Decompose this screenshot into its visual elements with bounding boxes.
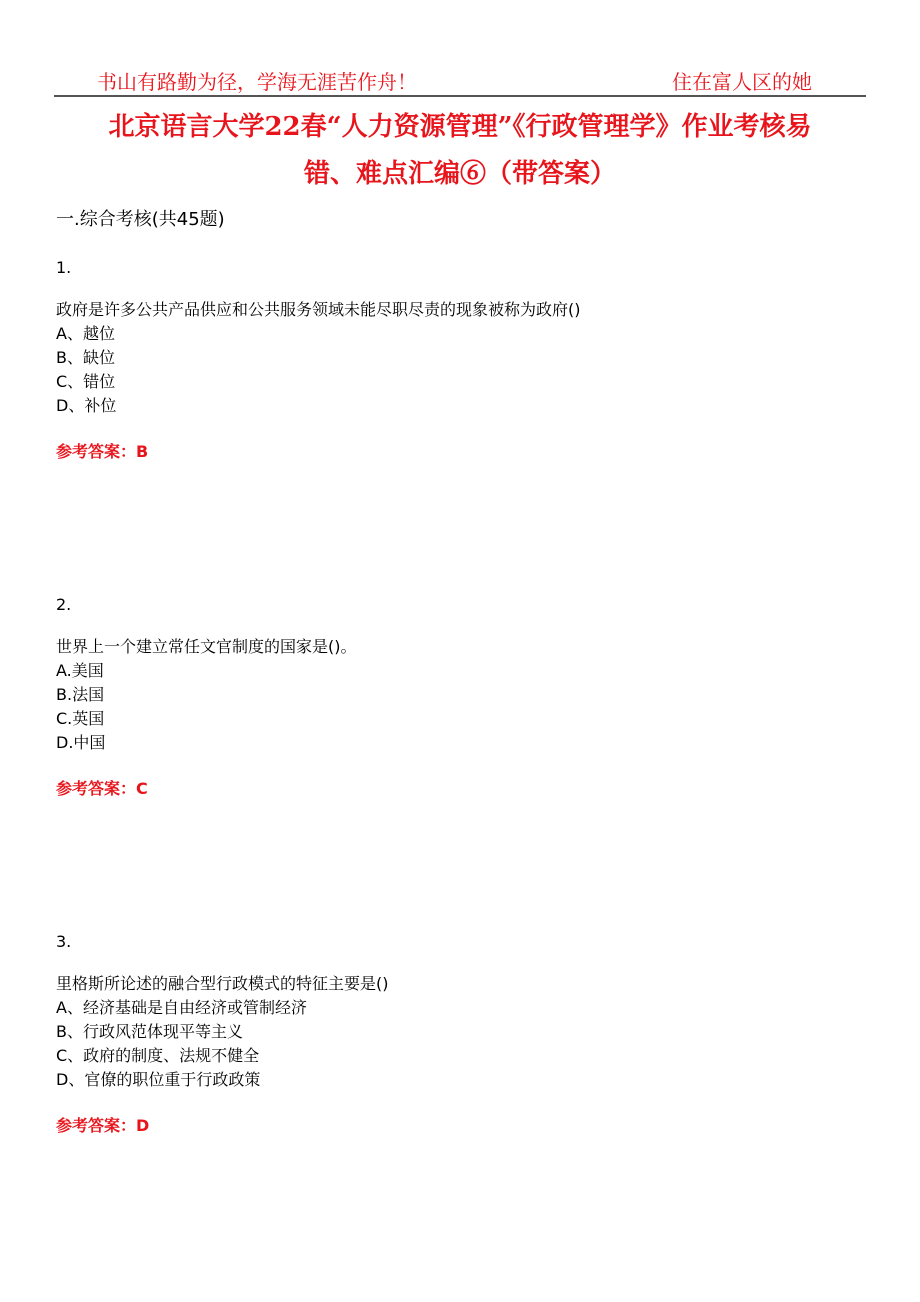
question-number: 3.	[56, 932, 72, 951]
document-title-line2: 错、难点汇编⑥（带答案）	[303, 159, 616, 189]
question-3	[56, 930, 389, 1138]
option: A、越位	[56, 324, 115, 343]
question-1	[56, 256, 581, 464]
question-2	[56, 593, 357, 801]
option: B.法国	[56, 685, 105, 704]
question-number: 1.	[56, 258, 72, 277]
question-number: 2.	[56, 595, 72, 614]
option: D、官僚的职位重于行政政策	[56, 1070, 261, 1089]
answer: 参考答案：B	[56, 442, 149, 461]
option: C、政府的制度、法规不健全	[56, 1046, 260, 1065]
answer: 参考答案：C	[56, 779, 148, 798]
header-divider	[54, 95, 866, 97]
option: C、错位	[56, 372, 116, 391]
option: C.英国	[56, 709, 105, 728]
answer: 参考答案：D	[56, 1116, 150, 1135]
option: D.中国	[56, 733, 106, 752]
option: D、补位	[56, 396, 117, 415]
question-text: 政府是许多公共产品供应和公共服务领域未能尽职尽责的现象被称为政府()	[56, 300, 581, 319]
option: A.美国	[56, 661, 104, 680]
option: A、经济基础是自由经济或管制经济	[56, 998, 307, 1017]
header-motto: 书山有路勤为径，学海无涯苦作舟！	[97, 70, 417, 94]
option: B、行政风范体现平等主义	[56, 1022, 243, 1041]
option: B、缺位	[56, 348, 115, 367]
header-author: 住在富人区的她	[672, 70, 812, 94]
section-heading: 一.综合考核(共45题)	[56, 209, 225, 230]
question-text: 世界上一个建立常任文官制度的国家是()。	[56, 637, 357, 656]
document-title-line1: 北京语言大学22春“人力资源管理”《行政管理学》作业考核易	[108, 112, 812, 142]
question-text: 里格斯所论述的融合型行政模式的特征主要是()	[56, 974, 389, 993]
